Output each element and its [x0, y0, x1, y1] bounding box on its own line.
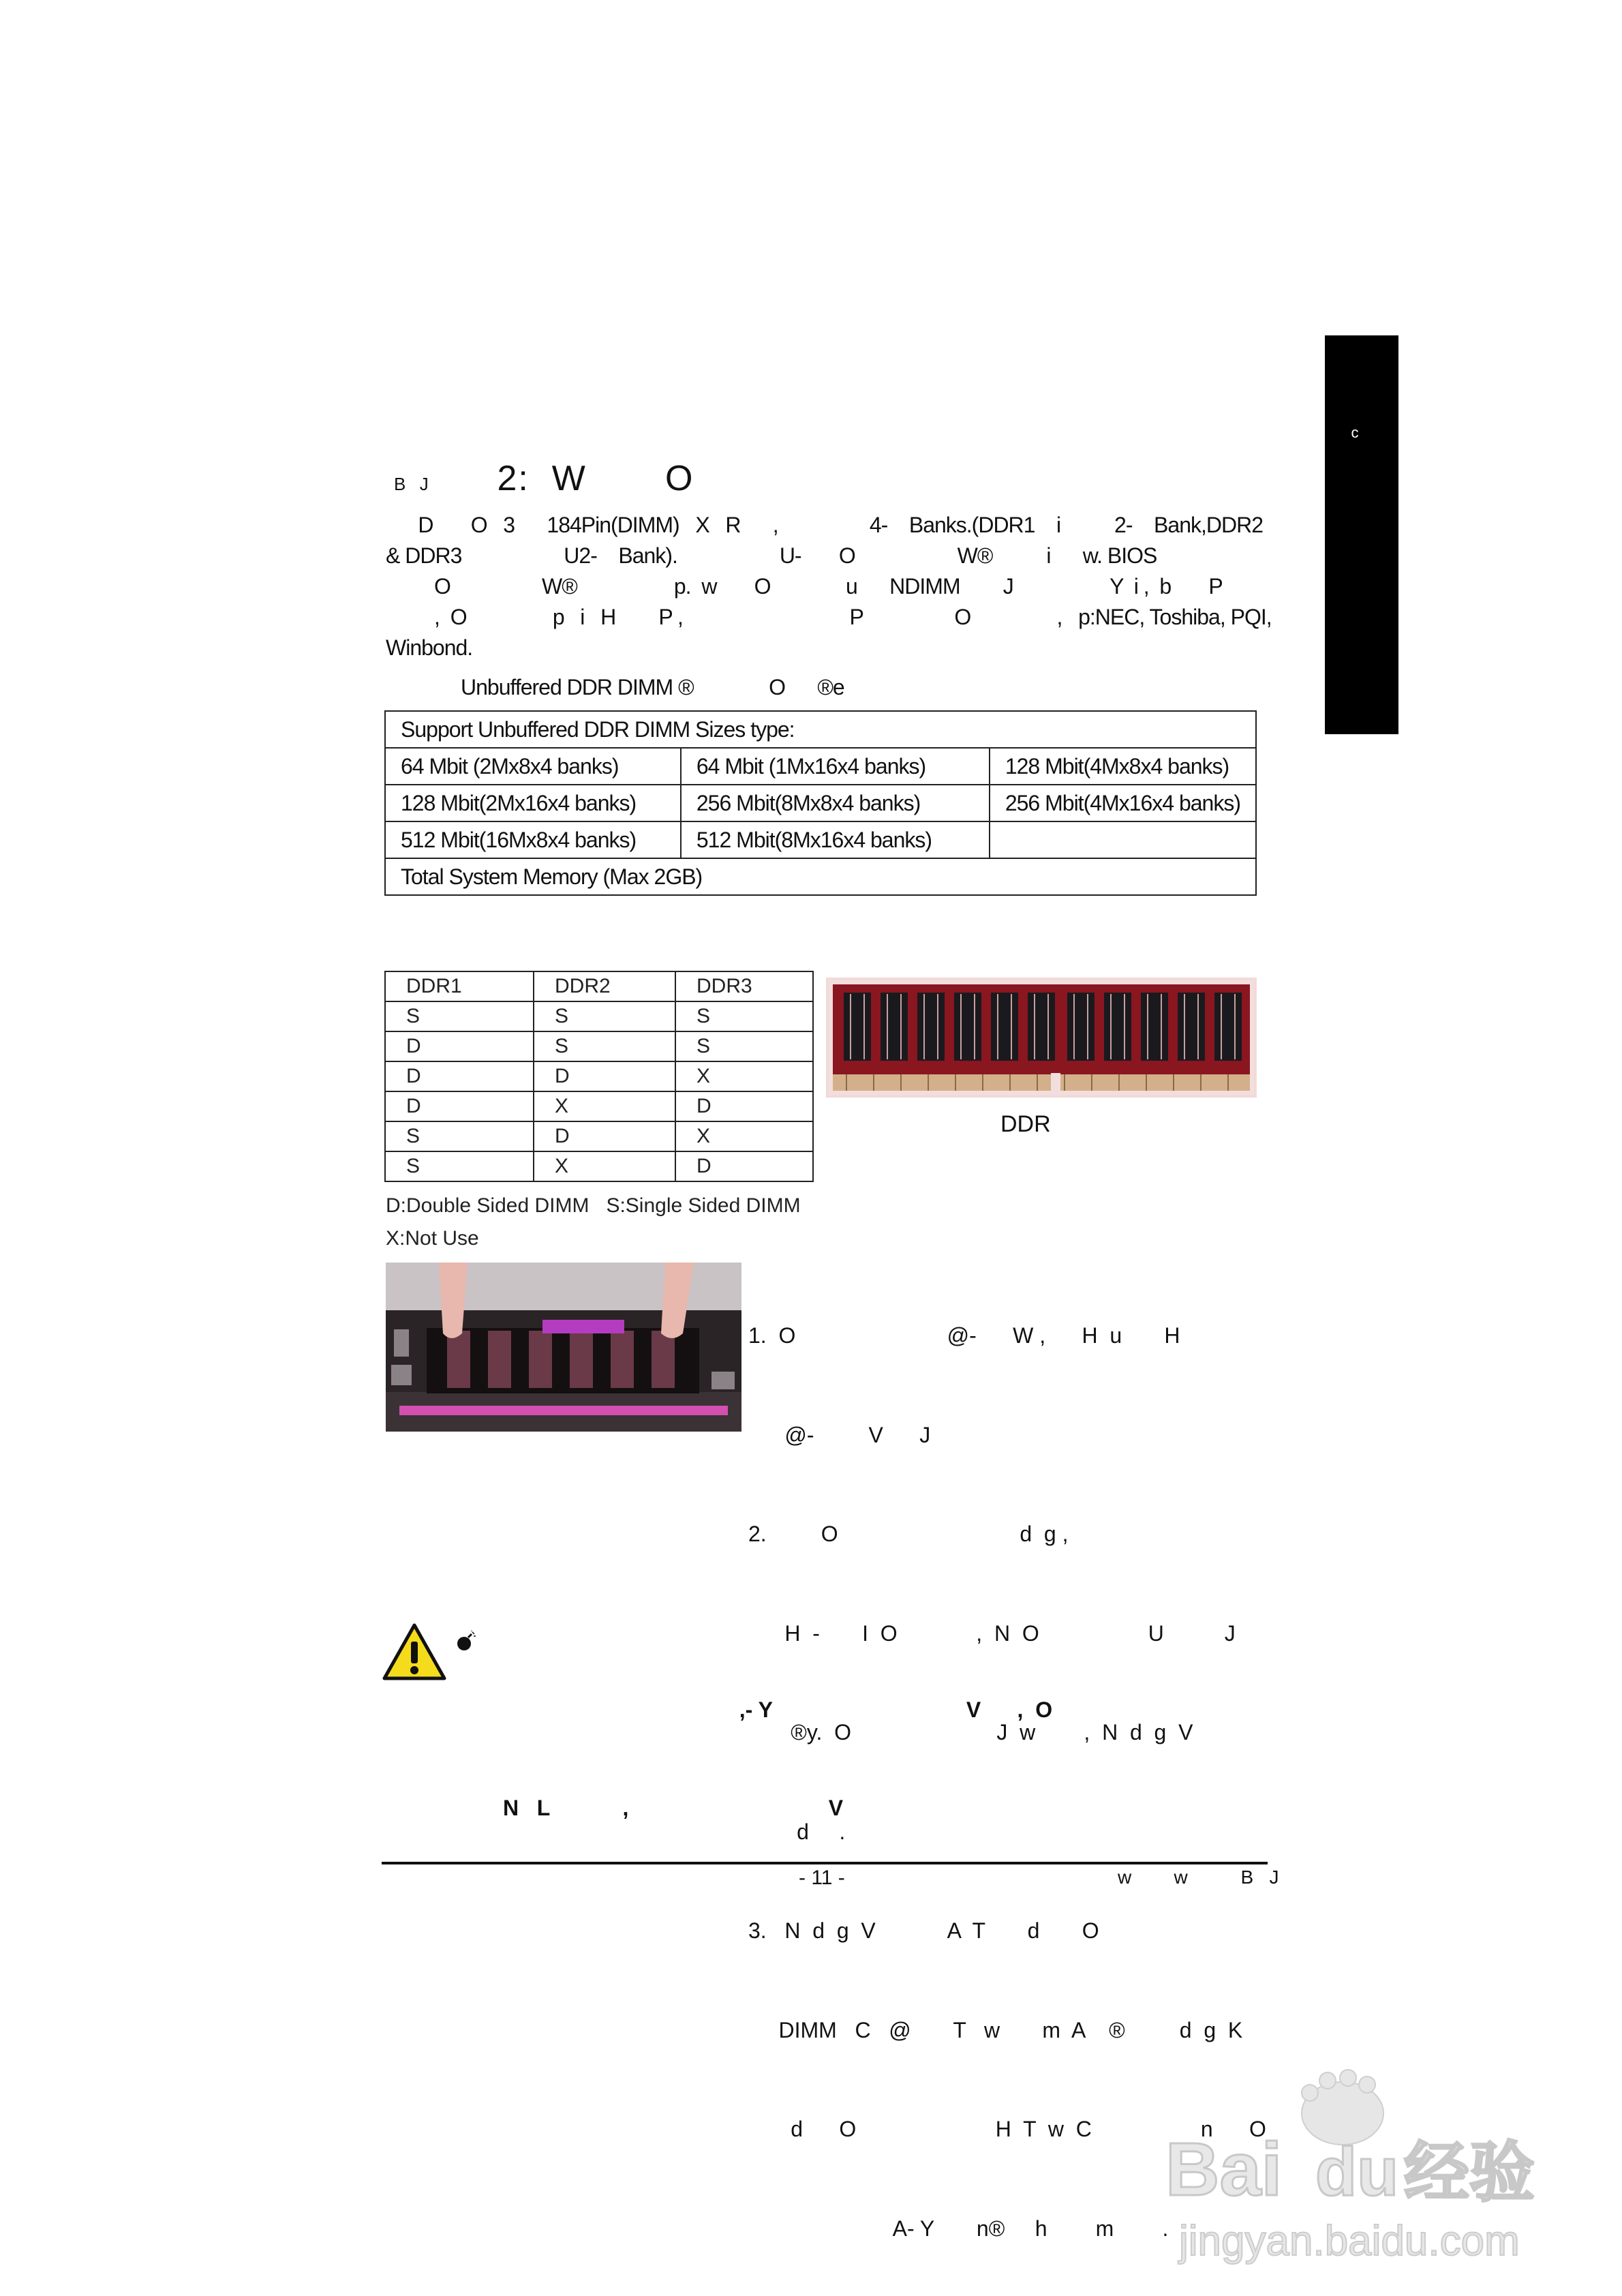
table-cell: S — [385, 1121, 534, 1151]
table-row — [385, 1061, 813, 1091]
bomb-icon — [455, 1631, 477, 1656]
intro-line-1: D O 3 184Pin(DIMM) X R , 4- Banks.(DDR1 i 2- Bank,DDR2 — [386, 513, 1263, 537]
table-cell: X — [534, 1151, 675, 1181]
warning-icon — [382, 1622, 447, 1685]
ddr-module-label: DDR — [1000, 1111, 1051, 1137]
intro-line-4: , O p i H P , P O , p:NEC, Toshiba, PQI, — [386, 605, 1272, 629]
sizes-table-header: Support Unbuffered DDR DIMM Sizes type: — [385, 711, 1256, 748]
sizes-table-footer: Total System Memory (Max 2GB) — [385, 858, 1256, 895]
watermark-url: jingyan.baidu.com — [1179, 2218, 1520, 2265]
step-line: d . — [748, 1819, 846, 1844]
table-cell: X — [534, 1091, 675, 1121]
table-cell: 512 Mbit(16Mx8x4 banks) — [385, 821, 681, 858]
watermark-cn: 经验 — [1404, 2134, 1535, 2211]
table-cell: 256 Mbit(4Mx16x4 banks) — [990, 785, 1256, 821]
title-number: 2: — [497, 459, 530, 498]
table-cell: D — [385, 1061, 534, 1091]
step-line: A- Y n® h m . — [748, 2216, 1169, 2241]
table-cell: D — [534, 1061, 675, 1091]
config-legend-2: X:Not Use — [386, 1227, 479, 1250]
intro-line-2: & DDR3 U2- Bank). U- O W® i w. BIOS — [386, 543, 1157, 568]
table-cell: 128 Mbit(2Mx16x4 banks) — [385, 785, 681, 821]
side-tab-letter: c — [1351, 424, 1359, 441]
note-line: ,- Y V , O — [503, 1697, 1053, 1722]
table-cell: D — [675, 1151, 813, 1181]
footer-divider — [382, 1862, 1268, 1864]
baidu-jingyan-logo — [1159, 2066, 1554, 2270]
sizes-table-caption: Unbuffered DDR DIMM ® O ®e — [461, 675, 844, 699]
table-cell: 64 Mbit (2Mx8x4 banks) — [385, 748, 681, 785]
warning-note — [503, 1628, 1052, 1857]
dimm-installation-photo — [386, 1263, 741, 1432]
table-cell: 512 Mbit(8Mx16x4 banks) — [681, 821, 990, 858]
table-cell: 256 Mbit(8Mx8x4 banks) — [681, 785, 990, 821]
table-row — [385, 748, 1256, 785]
table-header-row — [385, 971, 813, 1001]
table-cell: S — [675, 1001, 813, 1031]
table-cell: S — [675, 1031, 813, 1061]
dimm-sizes-table — [384, 710, 1257, 896]
table-cell — [990, 821, 1256, 858]
column-header: DDR2 — [534, 971, 675, 1001]
column-header: DDR1 — [385, 971, 534, 1001]
side-tab — [1325, 335, 1398, 734]
table-cell: S — [385, 1001, 534, 1031]
table-cell: X — [675, 1121, 813, 1151]
table-row — [385, 1151, 813, 1181]
table-cell: D — [385, 1091, 534, 1121]
step-line: H - I O , N O U J — [748, 1620, 1236, 1646]
table-row — [385, 858, 1256, 895]
table-row — [385, 1031, 813, 1061]
step-line: 2. O d g , — [748, 1522, 1069, 1546]
title-text: W O — [551, 459, 694, 498]
page-title — [394, 458, 694, 499]
intro-line-3: O W® p. w O u NDIMM J Y i , b P — [386, 574, 1223, 599]
ddr-module-image — [826, 978, 1257, 1098]
step-line: 1. O @- W , H u H — [748, 1323, 1180, 1348]
step-line: DIMM C @ T w m A ® d g K — [748, 2017, 1243, 2042]
column-header: DDR3 — [675, 971, 813, 1001]
step-line: d O H T w C n O — [748, 2117, 1266, 2141]
baidu-watermark — [1159, 2066, 1554, 2270]
watermark-brand: Bai — [1165, 2128, 1283, 2211]
table-row — [385, 711, 1256, 748]
table-cell: 64 Mbit (1Mx16x4 banks) — [681, 748, 990, 785]
table-cell: S — [534, 1031, 675, 1061]
table-cell: D — [385, 1031, 534, 1061]
ddr-config-table — [384, 971, 814, 1182]
step-line: ®y. O J w , N d g V — [748, 1720, 1193, 1744]
table-row — [385, 1091, 813, 1121]
table-cell: D — [675, 1091, 813, 1121]
footer-right-text: w w B J — [1118, 1867, 1279, 1888]
table-cell: S — [534, 1001, 675, 1031]
page-number: - 11 - — [799, 1867, 845, 1889]
table-row — [385, 785, 1256, 821]
table-row — [385, 1001, 813, 1031]
table-cell: D — [534, 1121, 675, 1151]
intro-line-5: Winbond. — [386, 635, 473, 660]
table-row — [385, 821, 1256, 858]
config-legend-1: D:Double Sided DIMM S:Single Sided DIMM — [386, 1194, 801, 1217]
table-row — [385, 1121, 813, 1151]
table-cell: 128 Mbit(4Mx8x4 banks) — [990, 748, 1256, 785]
table-cell: S — [385, 1151, 534, 1181]
table-cell: X — [675, 1061, 813, 1091]
step-line: 3. N d g V A T d O — [748, 1918, 1099, 1943]
note-line: N L , V — [503, 1796, 844, 1820]
title-prefix: B J — [394, 474, 430, 494]
step-line: @- V J — [748, 1422, 931, 1447]
watermark-brand-2: du — [1315, 2134, 1399, 2210]
